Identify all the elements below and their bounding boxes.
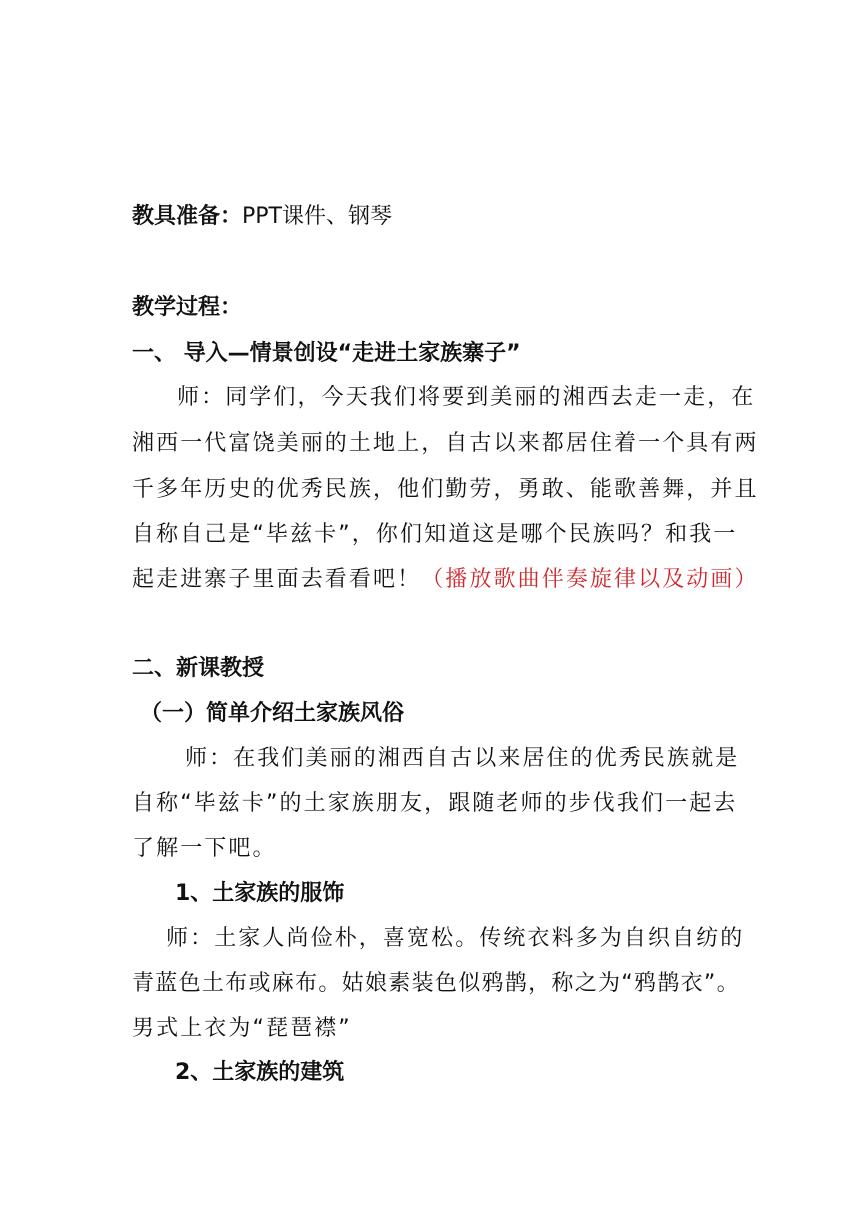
section1-heading: 一、 导入—情景创设“走进土家族寨子” [132, 341, 521, 366]
section1-para-line-2: 湘西一代富饶美丽的土地上，自古以来都居住着一个具有两 [132, 431, 759, 456]
item1-para-line-1: 师：土家人尚俭朴，喜宽松。传统衣料多为自织自纺的 [166, 926, 745, 951]
item2-heading: 2、土家族的建筑 [175, 1060, 345, 1085]
tools-label: 教具准备： [132, 204, 243, 229]
sub1-para-line-2: 自称“毕兹卡”的土家族朋友，跟随老师的步伐我们一起去 [132, 791, 738, 816]
section1-para-line-1: 师：同学们，今天我们将要到美丽的湘西去走一走，在 [177, 385, 756, 410]
tools-line [132, 202, 732, 232]
process-heading: 教学过程： [132, 295, 243, 320]
item1-heading: 1、土家族的服饰 [175, 881, 345, 906]
section1-last-line-text: 起走进寨子里面去看看吧！ [132, 567, 422, 592]
sub1-heading: （一）简单介绍土家族风俗 [140, 701, 405, 726]
item1-para-line-3: 男式上衣为“琵琶襟” [132, 1016, 352, 1041]
sub1-para-line-3: 了解一下吧。 [132, 836, 277, 861]
playback-note: （播放歌曲伴奏旋律以及动画） [421, 567, 759, 592]
section1-para-line-4: 自称自己是“毕兹卡”，你们知道这是哪个民族吗？和我一 [132, 522, 738, 547]
item1-para-line-2: 青蓝色土布或麻布。姑娘素装色似鸦鹊，称之为“鸦鹊衣”。 [132, 971, 740, 996]
section2-heading: 二、新课教授 [132, 656, 265, 681]
section1-para-line-5 [132, 565, 759, 595]
section1-para-line-3: 千多年历史的优秀民族，他们勤劳，勇敢、能歌善舞，并且 [132, 477, 759, 502]
sub1-para-line-1: 师：在我们美丽的湘西自古以来居住的优秀民族就是 [185, 746, 740, 771]
tools-value: PPT课件、钢琴 [242, 204, 392, 229]
